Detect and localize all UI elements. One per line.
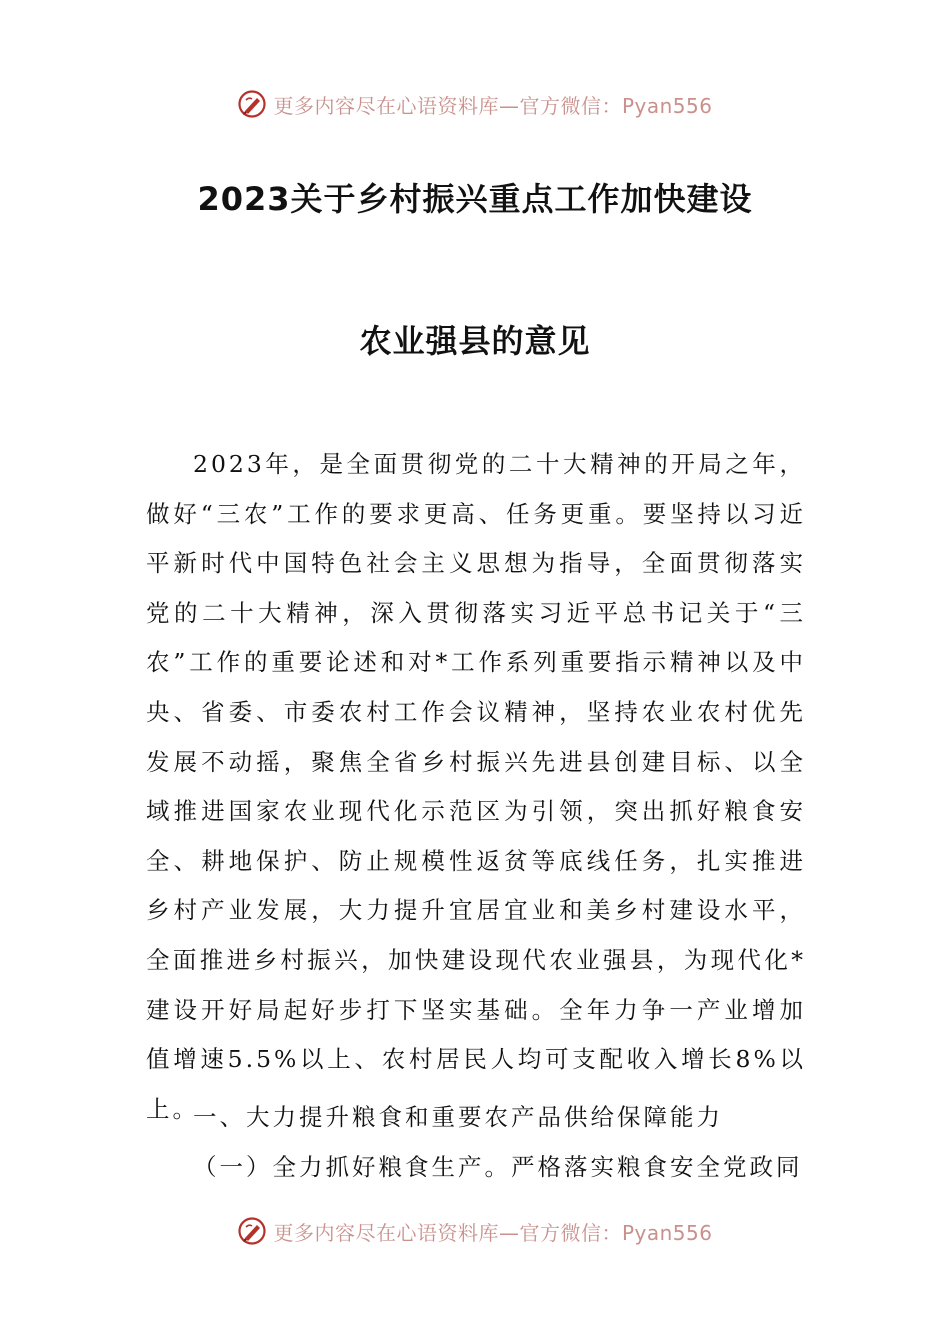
section-heading-1: 一、大力提升粮食和重要农产品供给保障能力 bbox=[193, 1103, 723, 1131]
watermark-footer bbox=[0, 1211, 950, 1251]
document-title-line-2: 农业强县的意见 bbox=[359, 322, 591, 360]
watermark-text: 更多内容尽在心语资料库—官方微信：Pyan556 bbox=[273, 93, 713, 118]
pen-logo-icon bbox=[237, 89, 267, 119]
document-body bbox=[146, 440, 806, 1134]
watermark-header bbox=[0, 84, 950, 124]
pen-logo-icon bbox=[237, 1216, 267, 1246]
document-title-line-1: 2023关于乡村振兴重点工作加快建设 bbox=[197, 180, 753, 218]
intro-paragraph: 2023年，是全面贯彻党的二十大精神的开局之年，做好“三农”工作的要求更高、任务更重。要坚持以习近平新时代中国特色社会主义思想为指导，全面贯彻落实党的二十大精神，深入贯彻落实习近平总书记关于“三农”工作的重要论述和对*工作系列重要指示精神以及中央、省委、市委农村工作会议精神，坚持农业农村优先发展不动摇，聚焦全省乡村振兴先进县创建目标、以全域推进国家农业现代化示范区为引领，突出抓好粮食安全、耕地保护、防止规模性返贫等底线任务，扎实推进乡村产业发展，大力提升宜居宜业和美乡村建设水平，全面推进乡村振兴，加快建设现代农业强县，为现代化*建设开好局起好步打下坚实基础。全年力争一产业增加值增速5.5%以上、农村居民人均可支配收入增长8%以上。 bbox=[146, 450, 806, 1123]
subsection-paragraph-1: （一）全力抓好粮食生产。严格落实粮食安全党政同 bbox=[193, 1153, 803, 1181]
watermark-text: 更多内容尽在心语资料库—官方微信：Pyan556 bbox=[273, 1220, 713, 1245]
